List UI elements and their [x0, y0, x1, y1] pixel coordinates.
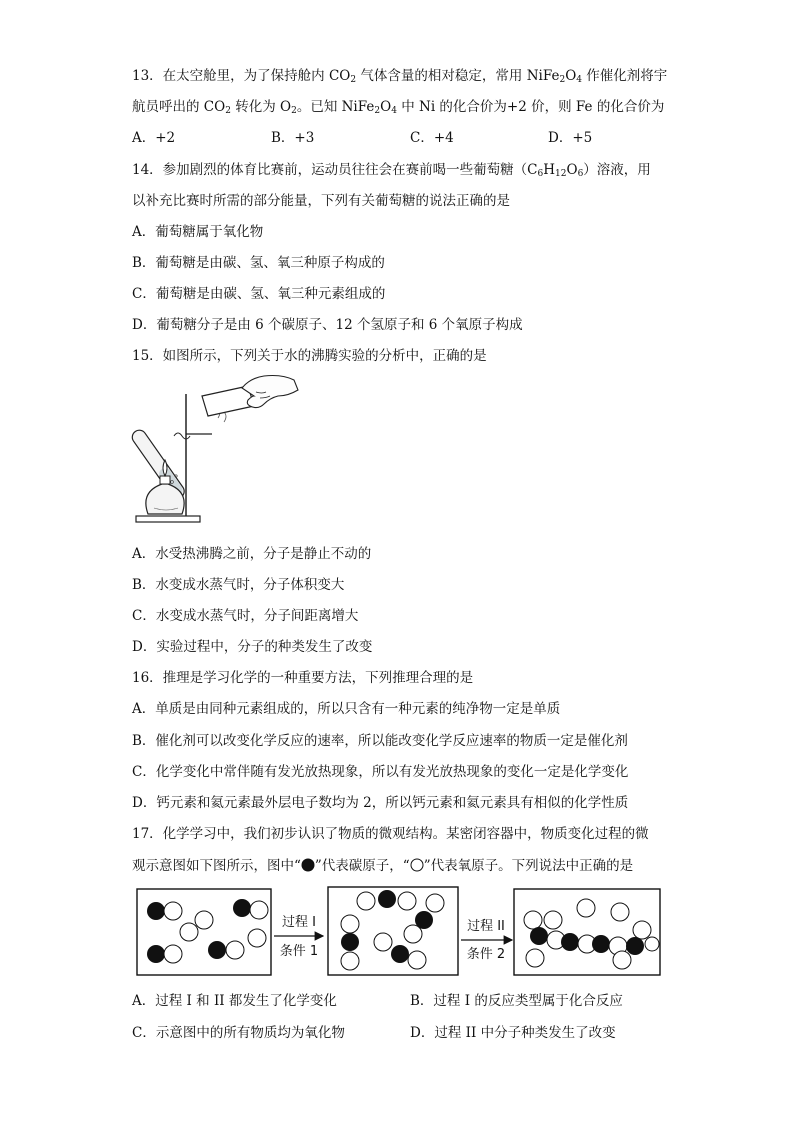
- q17-option-d[interactable]: D．过程 II 中分子种类发生了改变: [410, 1025, 616, 1041]
- q15-stem: 15．如图所示，下列关于水的沸腾实验的分析中，正确的是: [132, 348, 487, 364]
- stand-base: [136, 516, 200, 522]
- carbon-atom-legend-icon: [301, 858, 315, 872]
- q17-option-c[interactable]: C．示意图中的所有物质均为氧化物: [132, 1025, 345, 1041]
- q15-option-b[interactable]: B．水变成水蒸气时，分子体积变大: [132, 577, 345, 593]
- q16-option-b[interactable]: B．催化剂可以改变化学反应的速率，所以能改变化学反应速率的物质一定是催化剂: [132, 733, 628, 749]
- arrow2-bottom-label: 条件 2: [466, 947, 506, 962]
- q14-option-a[interactable]: A．葡萄糖属于氧化物: [132, 224, 264, 240]
- q15-option-d[interactable]: D．实验过程中，分子的种类发生了改变: [132, 639, 373, 655]
- q13-option-c[interactable]: C．+4: [410, 130, 454, 146]
- q17-option-b[interactable]: B．过程 I 的反应类型属于化合反应: [410, 993, 623, 1009]
- arrow1-top-label: 过程 I: [282, 915, 316, 930]
- q13-option-b[interactable]: B．+3: [271, 130, 315, 146]
- q17-option-a[interactable]: A．过程 I 和 II 都发生了化学变化: [132, 993, 337, 1009]
- arrow1-bottom-label: 条件 1: [279, 944, 319, 959]
- q16-stem: 16．推理是学习化学的一种重要方法，下列推理合理的是: [132, 670, 474, 686]
- q15-option-c[interactable]: C．水变成水蒸气时，分子间距离增大: [132, 608, 359, 624]
- q14-option-b[interactable]: B．葡萄糖是由碳、氢、氧三种原子构成的: [132, 255, 385, 271]
- q16-option-c[interactable]: C．化学变化中常伴随有发光放热现象，所以有发光放热现象的变化一定是化学变化: [132, 764, 629, 780]
- oxygen-atom-legend-icon: [410, 858, 424, 872]
- q17-stem-line1: 17．化学学习中，我们初步认识了物质的微观结构。某密闭容器中，物质变化过程的微: [132, 826, 649, 842]
- q17-stem-line2: 观示意图如下图所示，图中“ ”代表碳原子，“ ”代表氧原子。下列说法中正确的是: [132, 858, 634, 874]
- q14-stem-line1: 14．参加剧烈的体育比赛前，运动员往往会在赛前喝一些葡萄糖$(C_6H_{12}O_6)$溶液，用: [132, 162, 651, 179]
- q13-stem-line2: 航员呼出的 $CO_2$ 转化为 $O_2$。已知 $NiFe_2O_4$ 中 Ni 的化合价为+2 价，则 Fe 的化合价为: [132, 99, 665, 116]
- q13-option-d[interactable]: D．+5: [548, 130, 593, 146]
- reaction-microscopic-diagram: [134, 884, 664, 979]
- q15-option-a[interactable]: A．水受热沸腾之前，分子是静止不动的: [132, 546, 372, 562]
- arrow2-top-label: 过程 II: [467, 919, 505, 934]
- q13-option-a[interactable]: A．+2: [132, 130, 176, 146]
- q14-option-d[interactable]: D．葡萄糖分子是由 6 个碳原子、12 个氢原子和 6 个氧原子构成: [132, 317, 523, 333]
- q13-stem-line1: 13．在太空舱里，为了保持舱内 $CO_2$ 气体含量的相对稳定，常用 $NiFe_2O_4$ 作催化剂将宇: [132, 68, 668, 85]
- q14-stem-line2: 以补充比赛时所需的部分能量，下列有关葡萄糖的说法正确的是: [132, 193, 510, 209]
- boiling-experiment-figure: [130, 372, 300, 532]
- hand: [242, 376, 298, 408]
- q14-option-c[interactable]: C．葡萄糖是由碳、氢、氧三种元素组成的: [132, 286, 386, 302]
- q16-option-a[interactable]: A．单质是由同种元素组成的，所以只含有一种元素的纯净物一定是单质: [132, 701, 561, 717]
- q16-option-d[interactable]: D．钙元素和氦元素最外层电子数均为 2，所以钙元素和氦元素具有相似的化学性质: [132, 795, 629, 811]
